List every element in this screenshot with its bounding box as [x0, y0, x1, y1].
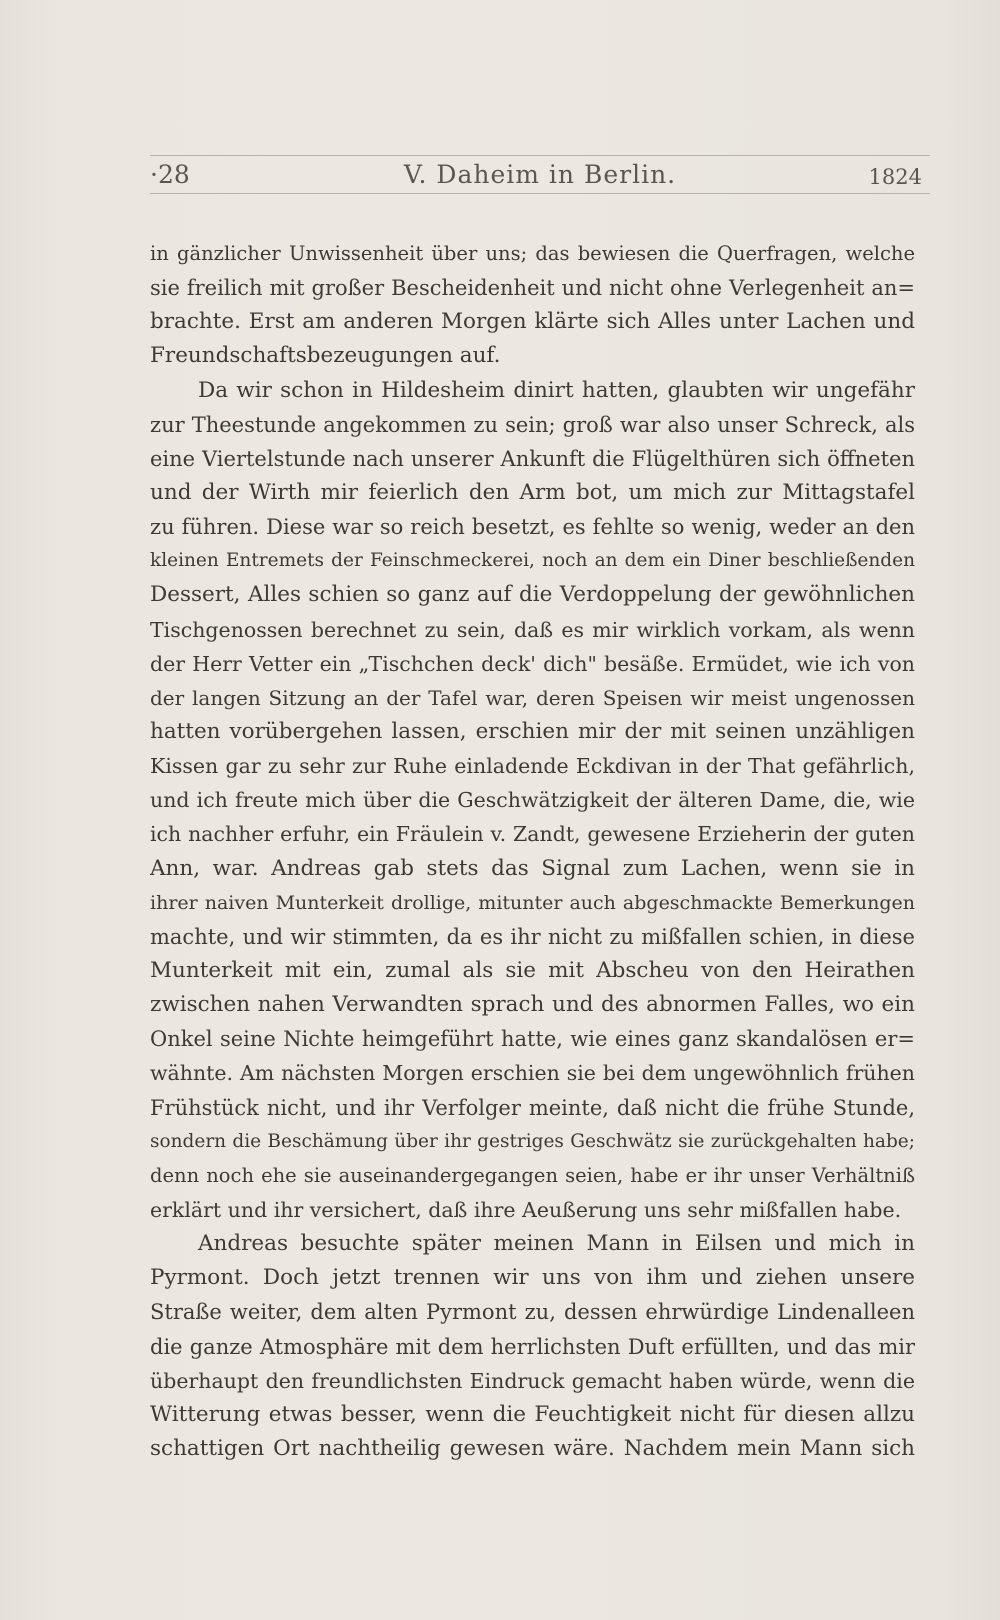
text-line: sondern die Beschämung über ihr gestriges Geschwätz sie zurückgehalten habe;	[150, 1130, 915, 1152]
text-line: überhaupt den freundlichsten Eindruck gemacht haben würde, wenn die	[150, 1368, 915, 1393]
body-text	[150, 237, 915, 1466]
running-header	[150, 160, 930, 190]
text-line: Freundschaftsbezeugungen auf.	[150, 343, 501, 369]
text-line: die ganze Atmosphäre mit dem herrlichsten Duft erfüllten, und das mir	[150, 1334, 915, 1359]
text-line: denn noch ehe sie auseinandergegangen seien, habe er ihr unser Verhältniß	[150, 1163, 915, 1187]
text-line: der Herr Vetter ein „Tischchen deck' dich" besäße. Ermüdet, wie ich von	[150, 651, 915, 676]
text-line: in gänzlicher Unwissenheit über uns; das bewiesen die Querfragen, welche	[150, 242, 915, 265]
text-line: und ich freute mich über die Geschwätzigkeit der älteren Dame, die, wie	[150, 788, 915, 813]
text-line: Da wir schon in Hildesheim dinirt hatten, glaubten wir ungefähr	[198, 377, 915, 403]
page-number: ·28	[150, 160, 190, 189]
text-line: eine Viertelstunde nach unserer Ankunft die Flügelthüren sich öffneten	[150, 446, 915, 471]
text-line: Ann, war. Andreas gab stets das Signal zum Lachen, wenn sie in	[150, 855, 915, 881]
text-line: Andreas besuchte später meinen Mann in Eilsen und mich in	[198, 1231, 915, 1257]
text-line: ich nachher erfuhr, ein Fräulein v. Zandt, gewesene Erzieherin der guten	[150, 822, 915, 847]
text-line: erklärt und ihr versichert, daß ihre Aeußerung uns sehr mißfallen habe.	[150, 1197, 902, 1222]
text-line: Pyrmont. Doch jetzt trennen wir uns von ihm und ziehen unsere	[150, 1265, 915, 1291]
text-line: zwischen nahen Verwandten sprach und des abnormen Falles, wo ein	[150, 992, 915, 1018]
text-line: wähnte. Am nächsten Morgen erschien sie bei dem ungewöhnlich frühen	[150, 1061, 915, 1086]
text-line: hatten vorübergehen lassen, erschien mir der mit seinen unzähligen	[150, 718, 915, 744]
text-line: Straße weiter, dem alten Pyrmont zu, dessen ehrwürdige Lindenalleen	[150, 1300, 915, 1325]
text-line: zu führen. Diese war so reich besetzt, es fehlte so wenig, weder an den	[150, 515, 915, 540]
text-line: ihrer naiven Munterkeit drollige, mitunter auch abgeschmackte Bemerkungen	[150, 891, 915, 914]
text-line: Frühstück nicht, und ihr Verfolger meinte, daß nicht die frühe Stunde,	[150, 1095, 915, 1120]
text-line: Dessert, Alles schien so ganz auf die Verdoppelung der gewöhnlichen	[150, 582, 915, 608]
text-line: Kissen gar zu sehr zur Ruhe einladende Eckdivan in der That gefährlich,	[150, 754, 915, 779]
text-line: und der Wirth mir feierlich den Arm bot, um mich zur Mittagstafel	[150, 479, 915, 505]
text-line: Tischgenossen berechnet zu sein, daß es mir wirklich vorkam, als wenn	[150, 617, 915, 642]
header-rule-bottom	[150, 193, 930, 194]
running-title: V. Daheim in Berlin.	[403, 160, 677, 189]
header-rule-top	[150, 155, 930, 156]
text-line: kleinen Entremets der Feinschmeckerei, noch an dem ein Diner beschließenden	[150, 550, 915, 572]
text-line: schattigen Ort nachtheilig gewesen wäre. Nachdem mein Mann sich	[150, 1435, 915, 1461]
text-line: sie freilich mit großer Bescheidenheit und nicht ohne Verlegenheit an=	[150, 276, 915, 301]
text-line: der langen Sitzung an der Tafel war, deren Speisen wir meist ungenossen	[150, 685, 915, 710]
text-line: Munterkeit mit ein, zumal als sie mit Abscheu von den Heirathen	[150, 957, 915, 983]
text-line: Onkel seine Nichte heimgeführt hatte, wie eines ganz skandalösen er=	[150, 1027, 915, 1052]
text-line: zur Theestunde angekommen zu sein; groß war also unser Schreck, als	[150, 412, 915, 437]
header-year: 1824	[868, 165, 922, 189]
text-line: Witterung etwas besser, wenn die Feuchtigkeit nicht für diesen allzu	[150, 1401, 915, 1427]
text-line: brachte. Erst am anderen Morgen klärte sich Alles unter Lachen und	[150, 309, 915, 335]
text-line: machte, und wir stimmten, da es ihr nicht zu mißfallen schien, in diese	[150, 924, 915, 949]
